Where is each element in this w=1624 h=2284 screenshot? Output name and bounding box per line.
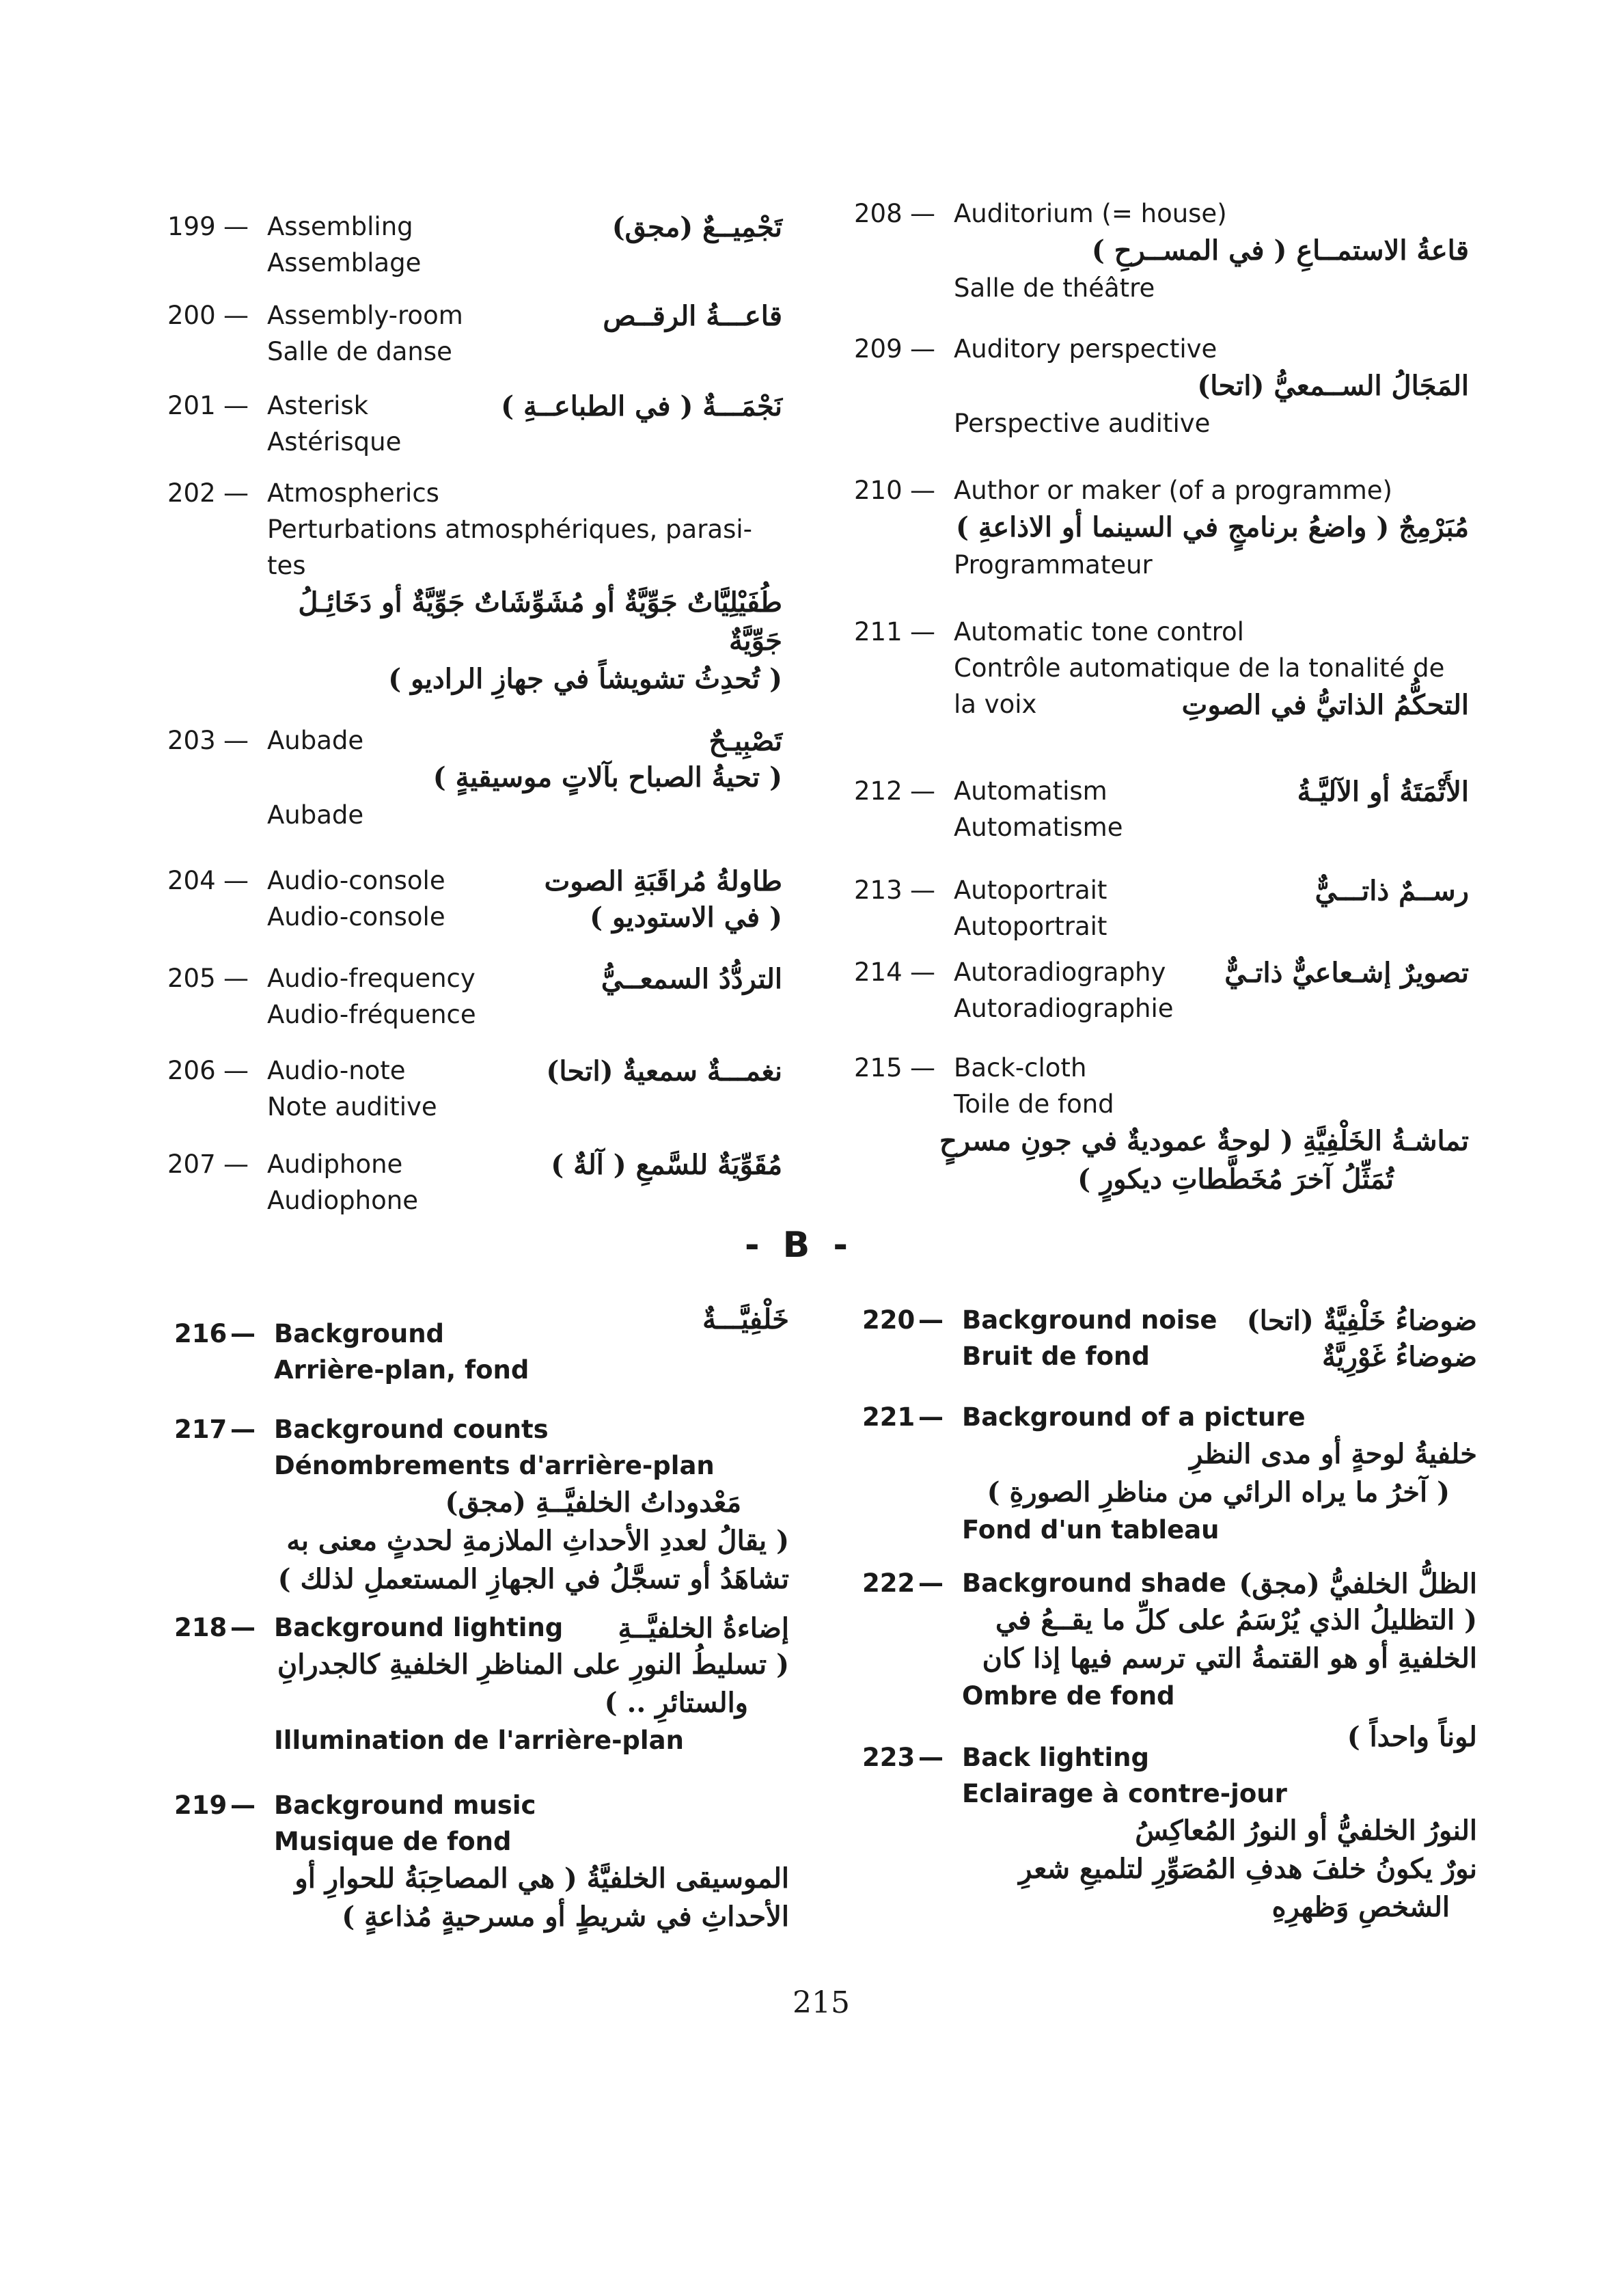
entry-english: Autoradiography	[954, 957, 1166, 987]
entry-arabic: خَلْفِيَّـــةٌ	[702, 1303, 789, 1335]
entry-number: 201	[167, 391, 216, 420]
entry-205: 205 — Audio-frequency Audio-fréquence التردُّدُ السمعــيُّ	[167, 960, 782, 1033]
entry-arabic: ضوضاءُ خَلْفِيَّةٌ (اتحا)	[1246, 1305, 1477, 1337]
entry-214: 214 — Autoradiography Autoradiographie تصويرٌ إشـعاعيٌّ ذاتـيٌّ	[854, 954, 1469, 1027]
entry-english: Autoportrait	[954, 875, 1107, 905]
entry-english: Atmospherics	[267, 478, 439, 508]
entry-arabic: نَجْمَـــةٌ ( في الطباعــةِ )	[501, 390, 782, 422]
entry-french: Aubade	[267, 800, 364, 830]
entry-arabic: ( يقالُ لعددِ الأحداثِ الملازمةِ لحدثٍ معنى به	[286, 1525, 789, 1557]
entry-212: 212 — Automatism Automatisme الأَتْمَتَةُ أو الآليَّـةُ	[854, 773, 1469, 845]
entry-222: 222 — Background shade الظلُّ الخلفيُّ (مجق) ( التظليلُ الذي يُرْسَمُ على كلِّ ما يقــعُ في الخلفيةِ أو هو القتمةُ التي ترسم فيها إذا كان Ombre de fond لوناً واحداً )	[862, 1565, 1477, 1714]
entry-number: 213	[854, 875, 903, 905]
entry-french: Automatisme	[954, 813, 1123, 842]
entry-english: Automatic tone control	[954, 617, 1244, 647]
entry-208: 208 — Auditorium (= house) قاعةُ الاستمــاعِ ( في المســرحِ ) Salle de théâtre	[854, 195, 1469, 306]
entry-arabic: التحكُّمُ الذاتيُّ في الصوتِ	[1181, 689, 1469, 721]
entry-french: Perspective auditive	[954, 409, 1211, 438]
entry-arabic: الظلُّ الخلفيُّ (مجق)	[1239, 1568, 1477, 1600]
entry-number: 199	[167, 212, 216, 241]
entry-arabic: جَوِّيَّةٌ	[729, 625, 782, 657]
entry-210: 210 — Author or maker (of a programme) مُبَرْمِجٌ ( واضعُ برنامجٍ في السينما أو الاذاعةِ ) Programmateur	[854, 472, 1469, 583]
entry-223: 223 — Back lighting Eclairage à contre-jour النورُ الخلفيُّ أو النورُ المُعاكِسُ نورٌ يكونُ خلفَ هدفِ المُصَوِّرِ لتلميعِ شعرِ الشخصِ وَظهرِهِ	[862, 1739, 1477, 1927]
entry-number: 217	[174, 1415, 228, 1444]
entry-number: 221	[862, 1402, 916, 1432]
entry-arabic: الشخصِ وَظهرِهِ	[1271, 1891, 1450, 1923]
entry-arabic: ( تُحدِثُ تشويشاً في جهازِ الراديو )	[388, 663, 782, 695]
entry-english: Automatism	[954, 776, 1107, 806]
entry-english: Assembly-room	[267, 301, 463, 330]
entry-202: 202 — Atmospherics Perturbations atmosphériques, parasi- tes طُفَيْلِيَّاتٌ جَوِّيَّةٌ أو مُشَوِّشَاتٌ جَوِّيَّةٌ أو دَخَائِـلُ جَوِّيَّةٌ ( تُحدِثُ تشويشاً في جهازِ الراديو )	[167, 475, 782, 698]
entry-arabic: مُقَوِّيَةٌ للسَّمعِ ( آلةٌ )	[551, 1149, 782, 1181]
entry-arabic: قاعةُ الاستمــاعِ ( في المســرحِ )	[1091, 234, 1469, 267]
entry-arabic: طُفَيْلِيَّاتٌ جَوِّيَّةٌ أو مُشَوِّشَاتٌ جَوِّيَّةٌ أو دَخَائِـلُ	[298, 586, 782, 618]
entry-french: Astérisque	[267, 427, 402, 457]
entry-arabic: رســمٌ ذاتـــيٌّ	[1315, 875, 1469, 907]
entry-french: Audio-fréquence	[267, 1000, 476, 1029]
entry-221: 221 — Background of a picture خلفيةُ لوحةٍ أو مدى النظرِ ( آخرُ ما يراه الرائي من مناظرِ الصورةِ ) Fond d'un tableau	[862, 1399, 1477, 1548]
entry-arabic: إضاءةُ الخلفيَّــةِ	[618, 1612, 789, 1644]
entry-arabic: تَصْبِيـحٌ	[708, 725, 782, 757]
entry-english: Auditorium (= house)	[954, 199, 1227, 228]
entry-french: Illumination de l'arrière-plan	[274, 1726, 684, 1755]
entry-number: 208	[854, 199, 903, 228]
entry-201: 201 — Asterisk Astérisque نَجْمَـــةٌ ( في الطباعــةِ )	[167, 388, 782, 460]
entry-number: 209	[854, 334, 903, 364]
entry-number: 223	[862, 1743, 916, 1772]
entry-french: Toile de fond	[954, 1089, 1114, 1119]
entry-number: 220	[862, 1305, 916, 1335]
entry-number: 204	[167, 866, 216, 895]
entry-english: Back-cloth	[954, 1053, 1087, 1083]
entry-213: 213 — Autoportrait Autoportrait رســمٌ ذاتـــيٌّ	[854, 872, 1469, 944]
entry-english: Back lighting	[962, 1743, 1149, 1772]
entry-french: la voix	[954, 690, 1037, 719]
entry-215: 215 — Back-cloth Toile de fond تماشـةُ الخَلْفِيَّةِ ( لوحةٌ عموديةٌ في جونِ مسرحٍ تُمَثِّلُ آخرَ مُخَطَّطاتِ ديكورٍ )	[854, 1050, 1469, 1199]
entry-206: 206 — Audio-note Note auditive نغمـــةٌ سمعيةٌ (اتحا)	[167, 1052, 782, 1125]
entry-french: Eclairage à contre-jour	[962, 1779, 1287, 1808]
entry-arabic: الأحداثِ في شريطٍ أو مسرحيةٍ مُذاعةٍ )	[342, 1901, 789, 1933]
entry-arabic: ( تحيةُ الصباح بآلاتٍ موسيقيةٍ )	[432, 761, 782, 793]
entry-english: Audio-frequency	[267, 964, 476, 993]
entry-arabic: تُمَثِّلُ آخرَ مُخَطَّطاتِ ديكورٍ )	[1077, 1163, 1394, 1195]
entry-english: Aubade	[267, 726, 364, 755]
entry-number: 210	[854, 476, 903, 505]
entry-200: 200 — Assembly-room Salle de danse قاعـــةُ الرقــص	[167, 297, 782, 370]
entry-english: Background	[274, 1319, 445, 1348]
entry-199: 199 — Assembling Assemblage تَجْمِيــعٌ (مجق)	[167, 208, 782, 281]
entry-arabic: الأَتْمَتَةُ أو الآليَّـةُ	[1297, 776, 1469, 808]
entry-french: Autoradiographie	[954, 994, 1174, 1023]
entry-number: 218	[174, 1613, 228, 1642]
entry-french: Musique de fond	[274, 1827, 512, 1856]
section-letter: - B -	[745, 1225, 854, 1266]
entry-number: 205	[167, 964, 216, 993]
entry-number: 222	[862, 1568, 916, 1598]
entry-english: Audio-note	[267, 1056, 406, 1085]
entry-french: Assemblage	[267, 248, 422, 277]
entry-number: 206	[167, 1056, 216, 1085]
entry-number: 215	[854, 1053, 903, 1083]
entry-french: Audio-console	[267, 902, 445, 932]
entry-arabic: والستائرِ .. )	[604, 1687, 748, 1719]
entry-arabic: ( آخرُ ما يراه الرائي من مناظرِ الصورةِ )	[987, 1476, 1450, 1508]
entry-number: 214	[854, 957, 903, 987]
entry-204: 204 — Audio-console Audio-console طاولةُ مُراقَبَةِ الصوت ( في الاستوديو )	[167, 862, 782, 935]
entry-english: Background noise	[962, 1305, 1217, 1335]
entry-209: 209 — Auditory perspective المَجَالُ الســمعيُّ (اتحا) Perspective auditive	[854, 331, 1469, 441]
entry-arabic: النورُ الخلفيُّ أو النورُ المُعاكِسُ	[1135, 1814, 1477, 1847]
entry-english: Background lighting	[274, 1613, 564, 1642]
entry-207: 207 — Audiphone Audiophone مُقَوِّيَةٌ للسَّمعِ ( آلةٌ )	[167, 1146, 782, 1219]
entry-english: Assembling	[267, 212, 413, 241]
entry-number: 212	[854, 776, 903, 806]
entry-arabic: نغمـــةٌ سمعيةٌ (اتحا)	[546, 1055, 782, 1087]
entry-arabic: تصويرٌ إشـعاعيٌّ ذاتـيٌّ	[1224, 957, 1469, 989]
entry-211: 211 — Automatic tone control Contrôle automatique de la tonalité de la voix التحكُّمُ الذاتيُّ في الصوتِ	[854, 614, 1469, 722]
entry-203: 203 — Aubade ( تحيةُ الصباح بآلاتٍ موسيقيةٍ ) Aubade تَصْبِيـحٌ	[167, 722, 782, 833]
entry-french: Note auditive	[267, 1092, 437, 1121]
entry-arabic: ( التظليلُ الذي يُرْسَمُ على كلِّ ما يقــعُ في	[995, 1604, 1477, 1636]
entry-arabic: ( في الاستوديو )	[590, 901, 782, 934]
entry-french: Arrière-plan, fond	[274, 1355, 529, 1385]
entry-arabic: خلفيةُ لوحةٍ أو مدى النظرِ	[1189, 1438, 1477, 1470]
entry-arabic: تماشـةُ الخَلْفِيَّةِ ( لوحةٌ عموديةٌ في جونِ مسرحٍ	[939, 1125, 1469, 1157]
entry-arabic: طاولةُ مُراقَبَةِ الصوت	[544, 865, 782, 897]
entry-english: Audio-console	[267, 866, 445, 895]
entry-arabic: المَجَالُ الســمعيُّ (اتحا)	[1197, 370, 1469, 402]
entry-number: 203	[167, 726, 216, 755]
entry-220: 220 — Background noise Bruit de fond ضوضاءُ خَلْفِيَّةٌ (اتحا) ضوضاءُ غَوْرِيَّةٌ	[862, 1302, 1477, 1374]
entry-arabic: قاعـــةُ الرقــص	[603, 300, 782, 332]
entry-english: Auditory perspective	[954, 334, 1217, 364]
entry-french: Dénombrements d'arrière-plan	[274, 1451, 715, 1480]
entry-219: 219 — Background music Musique de fond الموسيقى الخلفيَّةُ ( هي المصاحِبَةُ للحوارِ أو الأحداثِ في شريطٍ أو مسرحيةٍ مُذاعةٍ )	[174, 1787, 789, 1936]
entry-english: Audiphone	[267, 1150, 403, 1179]
entry-arabic: نورٌ يكونُ خلفَ هدفِ المُصَوِّرِ لتلميعِ شعرِ	[1019, 1853, 1477, 1885]
entry-number: 207	[167, 1150, 216, 1179]
entry-number: 211	[854, 617, 903, 647]
entry-french: Audiophone	[267, 1186, 418, 1215]
page-number: 215	[793, 1985, 850, 2020]
entry-french: Autoportrait	[954, 912, 1107, 941]
entry-218: 218 — Background lighting إضاءةُ الخلفيَّــةِ ( تسليطُ النورِ على المناظرِ الخلفيةِ كالجدرانِ والستائرِ .. ) Illumination de l'arrière-plan	[174, 1609, 789, 1758]
entry-arabic: التردُّدُ السمعــيُّ	[601, 963, 782, 995]
entry-french: Ombre de fond	[962, 1681, 1175, 1711]
entry-217: 217 — Background counts Dénombrements d'arrière-plan مَعْدوداتُ الخلفيَّــةِ (مجق) ( يقالُ لعددِ الأحداثِ الملازمةِ لحدثٍ معنى به تشاهَدُ أو تسجَّلُ في الجهازِ المستعملِ لذلك )	[174, 1411, 789, 1599]
entry-number: 219	[174, 1791, 228, 1820]
entry-arabic: لوناً واحداً )	[1347, 1721, 1477, 1753]
entry-number: 202	[167, 478, 216, 508]
entry-english: Asterisk	[267, 391, 369, 420]
entry-arabic: الخلفيةِ أو هو القتمةُ التي ترسم فيها إذا كان	[982, 1642, 1477, 1674]
entry-english: Background counts	[274, 1415, 549, 1444]
entry-arabic: مُبَرْمِجٌ ( واضعُ برنامجٍ في السينما أو الاذاعةِ )	[955, 511, 1469, 543]
entry-french: Programmateur	[954, 550, 1153, 580]
entry-number: 216	[174, 1319, 228, 1348]
entry-216: 216 — Background Arrière-plan, fond خَلْفِيَّـــةٌ	[174, 1316, 789, 1388]
entry-english: Background shade	[962, 1568, 1226, 1598]
entry-english: Background music	[274, 1791, 536, 1820]
entry-arabic: مَعْدوداتُ الخلفيَّــةِ (مجق)	[445, 1486, 741, 1519]
entry-french: tes	[267, 551, 306, 580]
entry-french: Contrôle automatique de la tonalité de	[954, 653, 1445, 683]
entry-french: Salle de théâtre	[954, 273, 1155, 303]
entry-arabic: ضوضاءُ غَوْرِيَّةٌ	[1322, 1341, 1477, 1373]
entry-english: Background of a picture	[962, 1402, 1306, 1432]
entry-french: Salle de danse	[267, 337, 452, 366]
entry-french: Perturbations atmosphériques, parasi-	[267, 515, 752, 544]
entry-arabic: ( تسليطُ النورِ على المناظرِ الخلفيةِ كالجدرانِ	[277, 1648, 789, 1681]
entry-arabic: الموسيقى الخلفيَّةُ ( هي المصاحِبَةُ للحوارِ أو	[294, 1862, 789, 1894]
entry-french: Bruit de fond	[962, 1342, 1150, 1371]
entry-arabic: تَجْمِيــعٌ (مجق)	[611, 211, 782, 243]
entry-french: Fond d'un tableau	[962, 1515, 1220, 1545]
entry-number: 200	[167, 301, 216, 330]
entry-english: Author or maker (of a programme)	[954, 476, 1392, 505]
entry-arabic: تشاهَدُ أو تسجَّلُ في الجهازِ المستعملِ لذلك )	[277, 1563, 789, 1595]
